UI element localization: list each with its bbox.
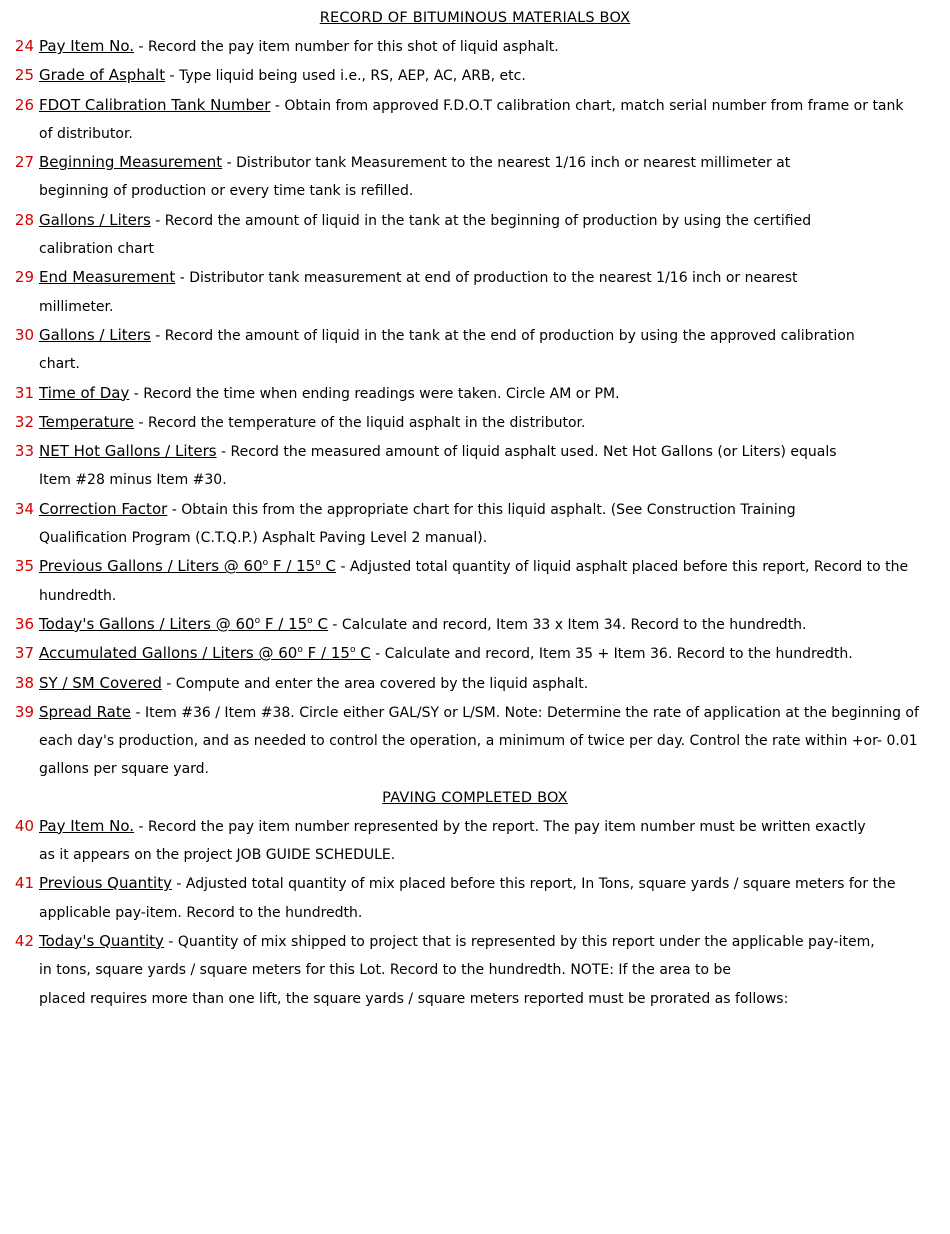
item-number: 30 bbox=[14, 325, 34, 344]
term-text: Spread Rate bbox=[39, 702, 131, 721]
item-description: - Type liquid being used i.e., RS, AEP, AC, ARB, etc. bbox=[165, 68, 526, 85]
item-description: chart. bbox=[39, 356, 80, 373]
unit-c: C bbox=[312, 614, 328, 633]
item-description: - Record the measured amount of liquid asphalt used. Net Hot Gallons (or Liters) equals bbox=[216, 444, 837, 461]
item-description: - Record the pay item number for this shot of liquid asphalt. bbox=[134, 39, 559, 55]
item-description: - Record the pay item number represented by the report. The pay item number must be written exactly bbox=[134, 818, 866, 835]
item-line bbox=[39, 869, 930, 898]
item-line bbox=[39, 841, 930, 869]
item-description: gallons per square yard. bbox=[39, 761, 209, 778]
item-term bbox=[39, 37, 134, 55]
list-item bbox=[0, 379, 950, 408]
section-title: PAVING COMPLETED BOX bbox=[382, 789, 568, 806]
term-text: End Measurement bbox=[39, 268, 176, 287]
item-number: 35 bbox=[14, 557, 34, 576]
item-description: - Item #36 / Item #38. Circle either GAL/SY or L/SM. Note: Determine the rate of application at the beginning of bbox=[131, 704, 919, 721]
list-item bbox=[0, 206, 950, 264]
item-line bbox=[39, 899, 930, 927]
term-text: Temperature bbox=[39, 412, 135, 431]
list-item bbox=[0, 32, 950, 61]
item-term bbox=[39, 268, 175, 286]
item-number: 39 bbox=[14, 702, 34, 721]
item-line bbox=[39, 177, 930, 205]
item-number: 32 bbox=[14, 412, 34, 431]
item-line bbox=[39, 235, 930, 263]
degree-mark: o bbox=[349, 645, 356, 656]
item-term bbox=[39, 413, 134, 431]
item-description: - Calculate and record, Item 33 x Item 34. Record to the hundredth. bbox=[327, 616, 807, 633]
list-item bbox=[0, 610, 950, 639]
term-text: Gallons / Liters bbox=[39, 210, 151, 229]
item-number: 28 bbox=[14, 210, 34, 229]
item-line bbox=[39, 495, 930, 524]
term-text: Correction Factor bbox=[39, 499, 168, 518]
item-description: Qualification Program (C.T.Q.P.) Asphalt Paving Level 2 manual). bbox=[39, 530, 488, 547]
list-item bbox=[0, 263, 950, 321]
section-title: RECORD OF BITUMINOUS MATERIALS BOX bbox=[319, 10, 631, 26]
item-line bbox=[39, 61, 930, 90]
list-item bbox=[0, 61, 950, 90]
item-description: - Record the amount of liquid in the tank at the end of production by using the approved calibration bbox=[150, 327, 855, 344]
item-number: 31 bbox=[14, 383, 34, 402]
item-line bbox=[39, 350, 930, 378]
item-line bbox=[39, 727, 930, 755]
item-line bbox=[39, 466, 930, 494]
list-item bbox=[0, 495, 950, 553]
unit-f: F / 15 bbox=[268, 557, 316, 576]
item-term bbox=[39, 674, 162, 692]
degree-mark: o bbox=[307, 615, 313, 626]
item-line bbox=[39, 552, 930, 581]
list-item bbox=[0, 698, 950, 784]
term-text: SY / SM Covered bbox=[39, 673, 162, 692]
item-description: beginning of production or every time tank is refilled. bbox=[39, 183, 414, 200]
item-number: 33 bbox=[14, 442, 34, 461]
item-description: - Adjusted total quantity of mix placed before this report, In Tons, square yards / square meters for the bbox=[171, 876, 896, 893]
item-term bbox=[39, 932, 164, 950]
item-number: 29 bbox=[14, 268, 34, 287]
item-description: of distributor. bbox=[39, 125, 133, 142]
item-line bbox=[39, 437, 930, 466]
item-description: each day's production, and as needed to control the operation, a minimum of twice per day. Control the rate within +or- 0.01 bbox=[39, 733, 918, 750]
item-line bbox=[39, 263, 930, 292]
item-line bbox=[39, 321, 930, 350]
item-number: 36 bbox=[14, 614, 34, 633]
item-description: millimeter. bbox=[39, 298, 114, 315]
item-description: - Calculate and record, Item 35 + Item 36. Record to the hundredth. bbox=[370, 646, 853, 663]
item-line bbox=[39, 669, 930, 698]
degree-mark: o bbox=[254, 615, 261, 626]
item-term bbox=[39, 615, 328, 633]
degree-mark: o bbox=[297, 645, 303, 656]
item-number: 34 bbox=[14, 499, 34, 518]
item-number: 26 bbox=[14, 95, 34, 114]
item-line bbox=[39, 91, 930, 120]
item-term bbox=[39, 500, 167, 518]
item-line bbox=[39, 32, 930, 61]
item-line bbox=[39, 206, 930, 235]
item-term bbox=[39, 874, 172, 892]
item-line bbox=[39, 639, 930, 668]
item-term bbox=[39, 153, 222, 171]
item-description: applicable pay-item. Record to the hundredth. bbox=[39, 904, 363, 921]
item-description: - Obtain from approved F.D.O.T calibration chart, match serial number from frame or tank bbox=[270, 97, 904, 114]
item-number: 37 bbox=[14, 644, 34, 663]
list-item bbox=[0, 639, 950, 668]
term-text: FDOT Calibration Tank Number bbox=[39, 95, 271, 114]
item-description: calibration chart bbox=[39, 241, 154, 258]
item-line bbox=[39, 927, 930, 956]
item-number: 42 bbox=[14, 931, 34, 950]
unit-f: F / 15 bbox=[302, 644, 350, 663]
item-description: - Quantity of mix shipped to project that is represented by this report under the applicable pay-item, bbox=[163, 933, 875, 950]
document-page bbox=[0, 4, 950, 1234]
item-line bbox=[39, 148, 930, 177]
list-item bbox=[0, 408, 950, 437]
degree-mark: o bbox=[262, 558, 269, 569]
list-item bbox=[0, 869, 950, 927]
item-description: placed requires more than one lift, the square yards / square meters reported must be prorated as follows: bbox=[39, 990, 789, 1007]
item-description: as it appears on the project JOB GUIDE SCHEDULE. bbox=[39, 847, 396, 864]
item-description: - Obtain this from the appropriate chart for this liquid asphalt. (See Construction Training bbox=[167, 501, 796, 518]
term-text: Previous Gallons / Liters @ 60 bbox=[39, 557, 263, 576]
item-number: 24 bbox=[14, 37, 34, 55]
item-description: - Record the amount of liquid in the tank at the beginning of production by using the certified bbox=[150, 212, 812, 229]
item-line bbox=[39, 956, 930, 984]
item-description: - Compute and enter the area covered by the liquid asphalt. bbox=[161, 675, 589, 692]
list-item bbox=[0, 812, 950, 870]
item-number: 41 bbox=[14, 874, 34, 893]
item-description: hundredth. bbox=[39, 587, 117, 604]
term-text: Accumulated Gallons / Liters @ 60 bbox=[39, 644, 298, 663]
list-item bbox=[0, 927, 950, 1013]
item-description: - Distributor tank measurement at end of production to the nearest 1/16 inch or nearest bbox=[175, 270, 798, 287]
item-line bbox=[39, 293, 930, 321]
item-line bbox=[39, 610, 930, 639]
term-text: Pay Item No. bbox=[39, 816, 135, 835]
term-text: Today's Gallons / Liters @ 60 bbox=[39, 614, 255, 633]
item-line bbox=[39, 755, 930, 783]
term-text: Pay Item No. bbox=[39, 37, 135, 55]
item-description: - Record the time when ending readings were taken. Circle AM or PM. bbox=[129, 385, 620, 402]
item-term bbox=[39, 644, 371, 662]
unit-c: C bbox=[320, 557, 336, 576]
term-text: Time of Day bbox=[39, 383, 130, 402]
degree-mark: o bbox=[315, 558, 321, 569]
item-line bbox=[39, 524, 930, 552]
list-item bbox=[0, 552, 950, 610]
item-description: in tons, square yards / square meters for this Lot. Record to the hundredth. NOTE: If the area to be bbox=[39, 962, 731, 979]
item-line bbox=[39, 379, 930, 408]
item-number: 27 bbox=[14, 153, 34, 172]
item-number: 40 bbox=[14, 816, 34, 835]
unit-f: F / 15 bbox=[260, 614, 308, 633]
item-term bbox=[39, 96, 270, 114]
list-item bbox=[0, 669, 950, 698]
item-line bbox=[39, 582, 930, 610]
item-line bbox=[39, 985, 930, 1013]
item-description: - Adjusted total quantity of liquid asphalt placed before this report, Record to the bbox=[336, 559, 909, 576]
term-text: Gallons / Liters bbox=[39, 325, 151, 344]
item-description: - Record the temperature of the liquid asphalt in the distributor. bbox=[134, 414, 586, 431]
item-term bbox=[39, 442, 217, 460]
term-text: Grade of Asphalt bbox=[39, 66, 166, 85]
item-line bbox=[39, 120, 930, 148]
item-number: 25 bbox=[14, 66, 34, 85]
item-term bbox=[39, 817, 134, 835]
item-description: - Distributor tank Measurement to the nearest 1/16 inch or nearest millimeter at bbox=[222, 155, 791, 172]
term-text: NET Hot Gallons / Liters bbox=[39, 442, 217, 461]
list-item bbox=[0, 148, 950, 206]
item-line bbox=[39, 812, 930, 841]
list-item bbox=[0, 91, 950, 149]
item-line bbox=[39, 698, 930, 727]
item-term bbox=[39, 211, 151, 229]
item-term bbox=[39, 384, 129, 402]
list-item bbox=[0, 437, 950, 495]
unit-c: C bbox=[355, 644, 371, 663]
term-text: Today's Quantity bbox=[39, 931, 164, 950]
item-term bbox=[39, 703, 131, 721]
item-term bbox=[39, 66, 165, 84]
item-term bbox=[39, 557, 336, 575]
term-text: Previous Quantity bbox=[39, 874, 172, 893]
item-number: 38 bbox=[14, 673, 34, 692]
term-text: Beginning Measurement bbox=[39, 153, 223, 172]
item-line bbox=[39, 408, 930, 437]
item-term bbox=[39, 326, 151, 344]
list-item bbox=[0, 321, 950, 379]
item-description: Item #28 minus Item #30. bbox=[39, 472, 227, 489]
